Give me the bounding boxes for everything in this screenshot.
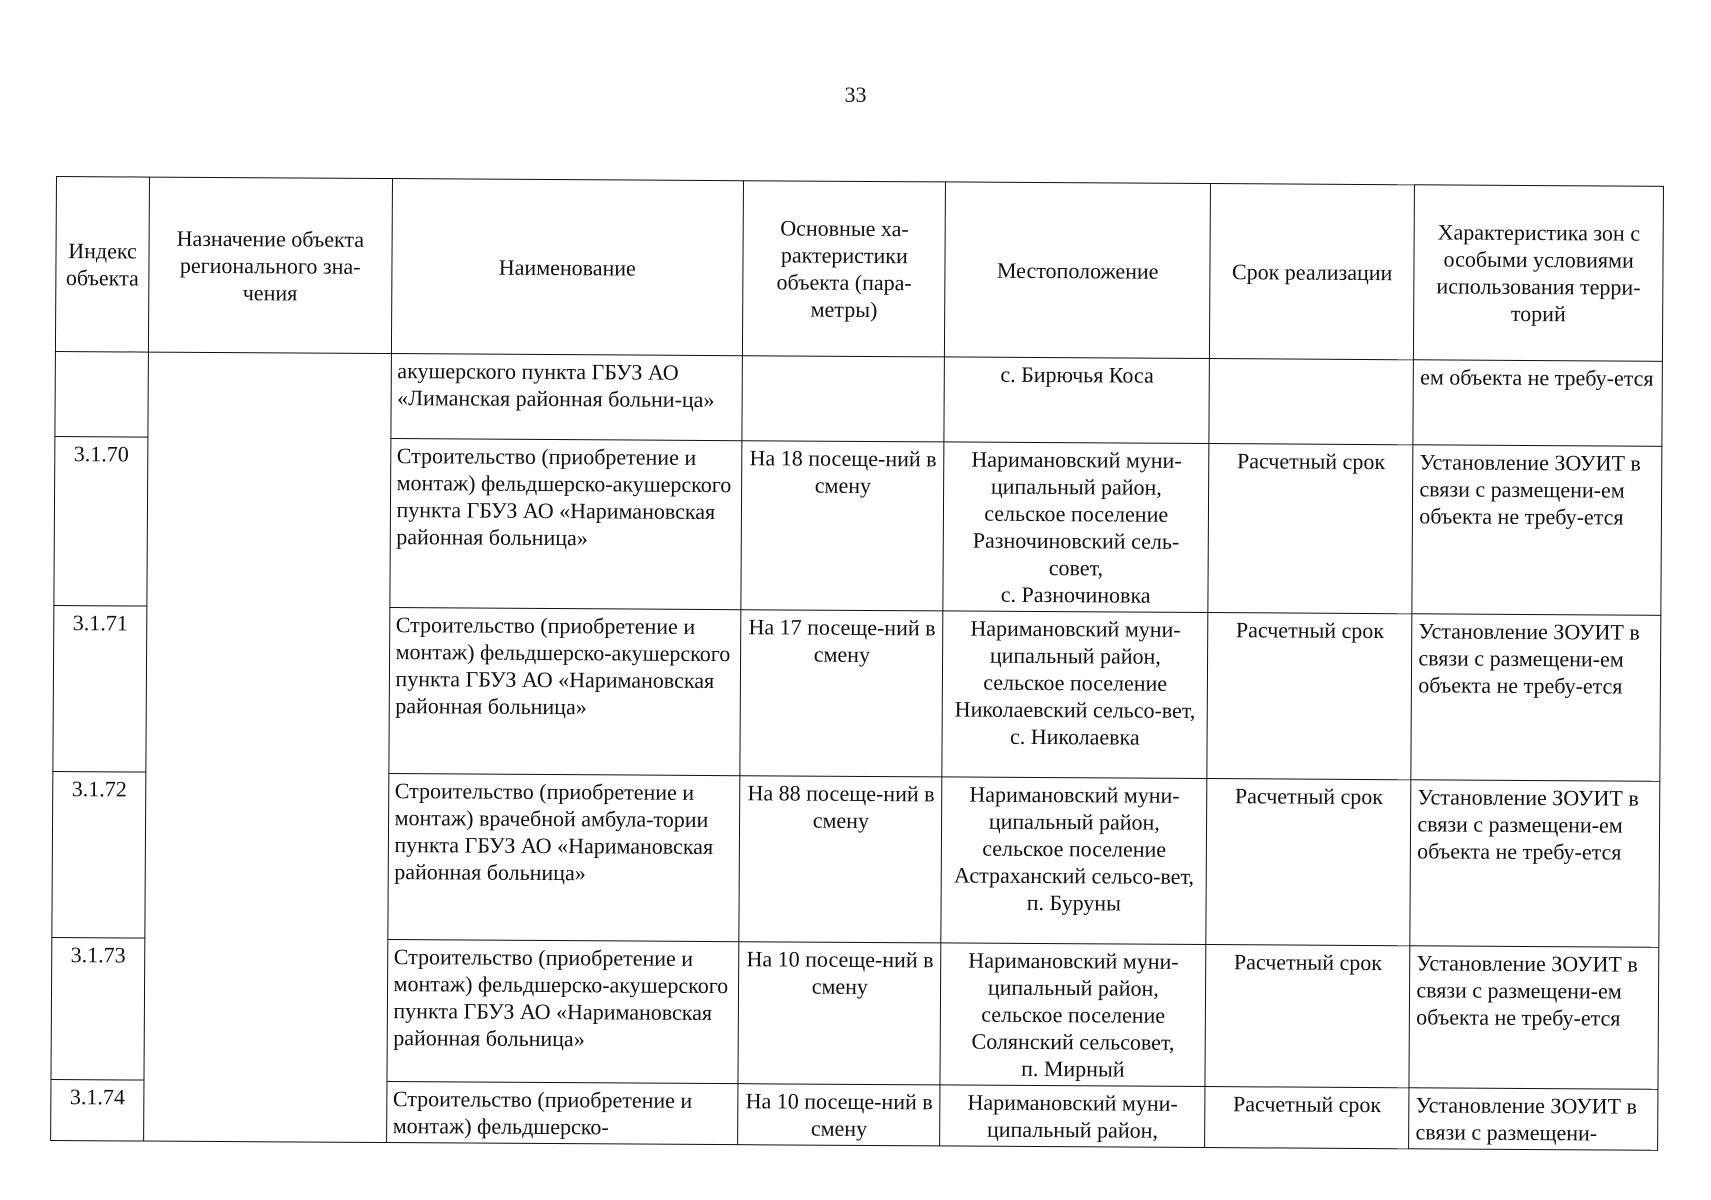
cell-term: Расчетный срок [1205, 945, 1410, 1088]
cell-term: Расчетный срок [1208, 444, 1413, 614]
header-params: Основные ха-рактеристики объекта (пара-метры) [743, 181, 946, 357]
cell-term: Расчетный срок [1206, 779, 1411, 946]
cell-name: Строительство (приобретение и монтаж) фельдшерско-акушерского пункта ГБУЗ АО «Наримановская районная больница» [388, 608, 741, 776]
header-zone: Характеристика зон с особыми условиями использования терри-торий [1414, 185, 1664, 362]
cell-zone: Установление ЗОУИТ в связи с размещени-ем объекта не требу-ется [1410, 780, 1660, 948]
cell-name: Строительство (приобретение и монтаж) фельдшерско- [386, 1082, 738, 1145]
cell-index: 3.1.74 [51, 1079, 144, 1141]
cell-zone: Установление ЗОУИТ в связи с размещени-ем объекта не требу-ется [1412, 445, 1662, 616]
cell-name: Строительство (приобретение и монтаж) фельдшерско-акушерского пункта ГБУЗ АО «Наримановская районная больница» [389, 439, 742, 610]
cell-index: 3.1.71 [53, 605, 147, 772]
cell-zone: Установление ЗОУИТ в связи с размещени-ем объекта не требу-ется [1409, 946, 1659, 1090]
cell-zone: ем объекта не требу-ется [1413, 360, 1662, 447]
cell-index: 3.1.73 [51, 937, 145, 1080]
cell-term: Расчетный срок [1207, 613, 1412, 780]
cell-location: Наримановский муни-ципальный район, [940, 1085, 1205, 1148]
header-location: Местоположение [945, 182, 1211, 359]
cell-purpose [144, 352, 391, 1142]
header-purpose: Назначение объекта регионального зна-чения [148, 177, 392, 353]
table-row [55, 351, 1662, 446]
page-number: 33 [844, 82, 867, 107]
cell-index: 3.1.72 [52, 771, 146, 938]
cell-term: Расчетный срок [1205, 1087, 1410, 1149]
cell-index: 3.1.70 [54, 436, 148, 606]
cell-location: Наримановский муни-ципальный район, сельское поселение Солянский сельсовет, п. Мирный [940, 943, 1206, 1087]
header-index: Индекс объекта [55, 177, 149, 353]
cell-name: акушерского пункта ГБУЗ АО «Лиманская районная больни-ца» [390, 354, 742, 441]
cell-params [742, 356, 945, 442]
cell-name: Строительство (приобретение и монтаж) врачебной амбула-тории пункта ГБУЗ АО «Наримановская районная больница» [387, 774, 740, 942]
cell-index [55, 351, 148, 437]
cell-params: На 17 посеще-ний в смену [740, 610, 943, 777]
cell-location: Наримановский муни-ципальный район, сельское поселение Астраханский сельсо-вет, п. Буруны [941, 777, 1207, 945]
cell-location: Наримановский муни-ципальный район, сельское поселение Николаевский сельсо-вет, с. Николаевка [942, 611, 1208, 779]
cell-params: На 10 посеще-ний в смену [738, 1084, 940, 1146]
cell-zone: Установление ЗОУИТ в связи с размещени-ем объекта не требу-ется [1411, 614, 1661, 782]
header-name: Наименование [391, 179, 744, 356]
cell-params: На 10 посеще-ний в смену [738, 942, 941, 1085]
cell-location: Наримановский муни-ципальный район, сельское поселение Разночиновский сель-совет, с. Разночиновка [943, 442, 1209, 613]
table-header-row [55, 177, 1663, 362]
header-term: Срок реализации [1210, 184, 1415, 360]
objects-table [50, 176, 1664, 1151]
cell-zone: Установление ЗОУИТ в связи с размещени- [1409, 1088, 1658, 1151]
cell-params: На 18 посеще-ний в смену [741, 441, 944, 611]
cell-name: Строительство (приобретение и монтаж) фельдшерско-акушерского пункта ГБУЗ АО «Наримановская районная больница» [387, 940, 740, 1084]
cell-term [1209, 359, 1414, 445]
cell-location: с. Бирючья Коса [944, 357, 1209, 444]
cell-params: На 88 посеще-ний в смену [739, 776, 942, 943]
